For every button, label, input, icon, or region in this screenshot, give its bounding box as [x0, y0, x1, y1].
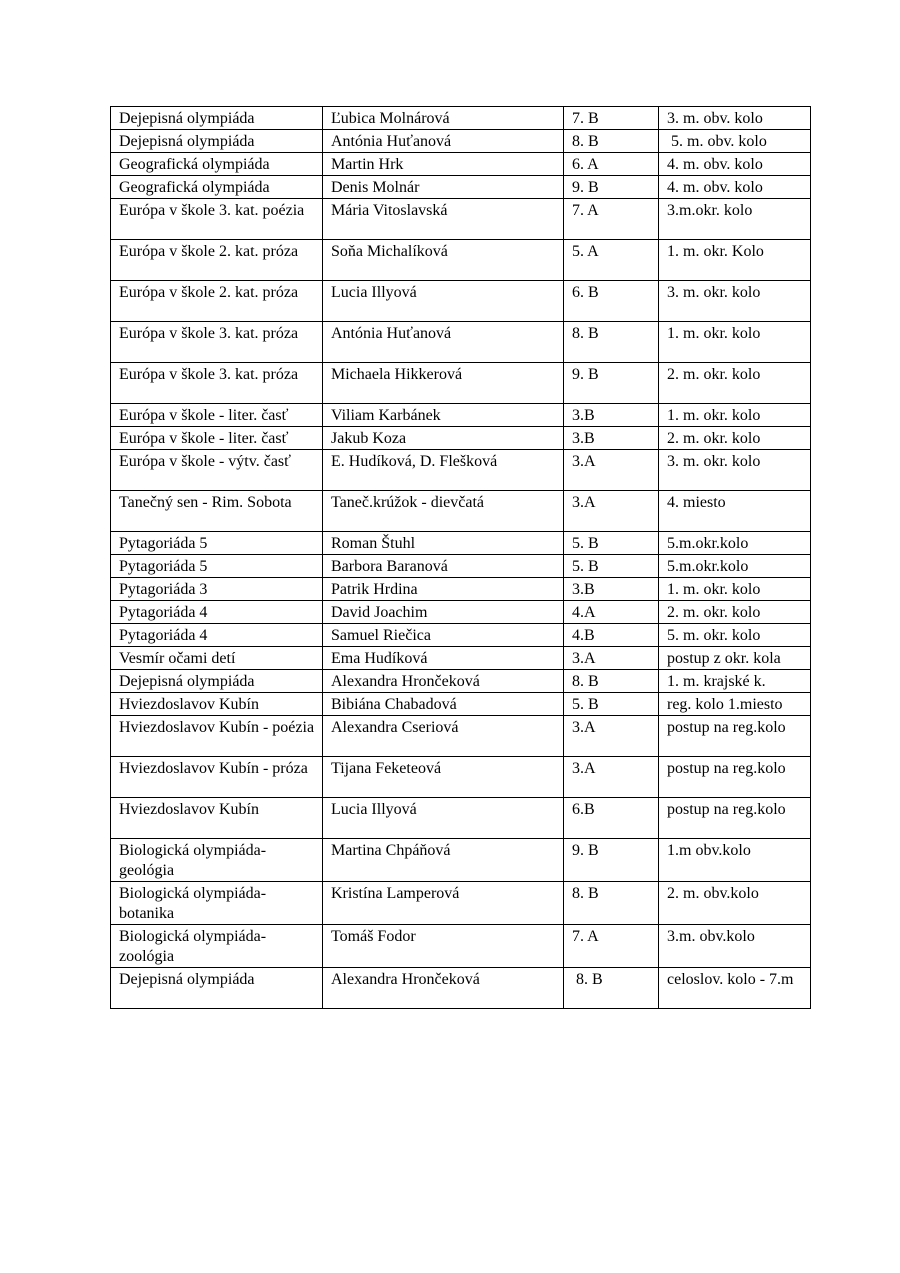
competition-cell: Hviezdoslavov Kubín - próza — [111, 757, 323, 798]
class-cell: 4.B — [564, 624, 659, 647]
table-row — [111, 281, 811, 322]
class-cell: 3.A — [564, 491, 659, 532]
competition-cell: Tanečný sen - Rim. Sobota — [111, 491, 323, 532]
result-cell: 3. m. okr. kolo — [659, 281, 811, 322]
result-cell: postup z okr. kola — [659, 647, 811, 670]
student-cell: Taneč.krúžok - dievčatá — [323, 491, 564, 532]
result-cell: celoslov. kolo - 7.m — [659, 968, 811, 1009]
student-cell: Michaela Hikkerová — [323, 363, 564, 404]
student-cell: Alexandra Hrončeková — [323, 968, 564, 1009]
table-row — [111, 322, 811, 363]
competition-cell: Dejepisná olympiáda — [111, 130, 323, 153]
result-cell: 2. m. okr. kolo — [659, 363, 811, 404]
competition-cell: Hviezdoslavov Kubín — [111, 693, 323, 716]
competition-cell: Biologická olympiáda-geológia — [111, 839, 323, 882]
student-cell: Tijana Feketeová — [323, 757, 564, 798]
competition-cell: Európa v škole 3. kat. próza — [111, 363, 323, 404]
result-cell: 1. m. okr. Kolo — [659, 240, 811, 281]
competition-cell: Európa v škole 2. kat. próza — [111, 281, 323, 322]
table-row — [111, 757, 811, 798]
table-row — [111, 240, 811, 281]
result-cell: 1. m. okr. kolo — [659, 578, 811, 601]
student-cell: E. Hudíková, D. Flešková — [323, 450, 564, 491]
student-cell: Tomáš Fodor — [323, 925, 564, 968]
student-cell: Lucia Illyová — [323, 281, 564, 322]
student-cell: Alexandra Hrončeková — [323, 670, 564, 693]
student-cell: Soňa Michalíková — [323, 240, 564, 281]
competition-cell: Pytagoriáda 4 — [111, 624, 323, 647]
table-row — [111, 647, 811, 670]
class-cell: 8. B — [564, 882, 659, 925]
class-cell: 9. B — [564, 363, 659, 404]
result-cell: 3.m.okr. kolo — [659, 199, 811, 240]
student-cell: Alexandra Cseriová — [323, 716, 564, 757]
class-cell: 3.A — [564, 716, 659, 757]
result-cell: 1. m. krajské k. — [659, 670, 811, 693]
competition-cell: Európa v škole 3. kat. poézia — [111, 199, 323, 240]
student-cell: Martin Hrk — [323, 153, 564, 176]
class-cell: 6. A — [564, 153, 659, 176]
result-cell: 1. m. okr. kolo — [659, 404, 811, 427]
class-cell: 8. B — [564, 968, 659, 1009]
result-cell: reg. kolo 1.miesto — [659, 693, 811, 716]
table-row — [111, 153, 811, 176]
student-cell: Ema Hudíková — [323, 647, 564, 670]
competition-cell: Európa v škole 2. kat. próza — [111, 240, 323, 281]
table-row — [111, 176, 811, 199]
table-row — [111, 670, 811, 693]
class-cell: 3.A — [564, 757, 659, 798]
result-cell: postup na reg.kolo — [659, 798, 811, 839]
student-cell: Denis Molnár — [323, 176, 564, 199]
student-cell: Antónia Huťanová — [323, 322, 564, 363]
class-cell: 8. B — [564, 130, 659, 153]
result-cell: 5. m. okr. kolo — [659, 624, 811, 647]
class-cell: 3.A — [564, 647, 659, 670]
table-row — [111, 624, 811, 647]
result-cell: 3.m. obv.kolo — [659, 925, 811, 968]
table-row — [111, 450, 811, 491]
class-cell: 9. B — [564, 839, 659, 882]
competition-cell: Biologická olympiáda-botanika — [111, 882, 323, 925]
class-cell: 6.B — [564, 798, 659, 839]
competition-cell: Dejepisná olympiáda — [111, 968, 323, 1009]
competition-cell: Pytagoriáda 3 — [111, 578, 323, 601]
student-cell: David Joachim — [323, 601, 564, 624]
table-row — [111, 107, 811, 130]
class-cell: 5. B — [564, 555, 659, 578]
student-cell: Samuel Riečica — [323, 624, 564, 647]
class-cell: 7. B — [564, 107, 659, 130]
result-cell: 5.m.okr.kolo — [659, 555, 811, 578]
student-cell: Kristína Lamperová — [323, 882, 564, 925]
competition-cell: Geografická olympiáda — [111, 153, 323, 176]
result-cell: 4. miesto — [659, 491, 811, 532]
result-cell: 2. m. obv.kolo — [659, 882, 811, 925]
competition-cell: Dejepisná olympiáda — [111, 107, 323, 130]
competition-cell: Európa v škole - liter. časť — [111, 404, 323, 427]
class-cell: 8. B — [564, 670, 659, 693]
table-row — [111, 968, 811, 1009]
competition-cell: Pytagoriáda 5 — [111, 555, 323, 578]
competition-cell: Európa v škole 3. kat. próza — [111, 322, 323, 363]
class-cell: 4.A — [564, 601, 659, 624]
result-cell: 2. m. okr. kolo — [659, 427, 811, 450]
table-row — [111, 693, 811, 716]
competition-cell: Pytagoriáda 4 — [111, 601, 323, 624]
table-row — [111, 798, 811, 839]
results-table-body — [111, 107, 811, 1009]
student-cell: Roman Štuhl — [323, 532, 564, 555]
result-cell: 1. m. okr. kolo — [659, 322, 811, 363]
table-row — [111, 404, 811, 427]
table-row — [111, 839, 811, 882]
result-cell: 2. m. okr. kolo — [659, 601, 811, 624]
class-cell: 6. B — [564, 281, 659, 322]
table-row — [111, 199, 811, 240]
competition-cell: Geografická olympiáda — [111, 176, 323, 199]
class-cell: 8. B — [564, 322, 659, 363]
results-table — [110, 106, 811, 1009]
table-row — [111, 578, 811, 601]
table-row — [111, 491, 811, 532]
competition-cell: Európa v škole - liter. časť — [111, 427, 323, 450]
competition-cell: Pytagoriáda 5 — [111, 532, 323, 555]
table-row — [111, 925, 811, 968]
table-row — [111, 882, 811, 925]
competition-cell: Európa v škole - výtv. časť — [111, 450, 323, 491]
competition-cell: Biologická olympiáda-zoológia — [111, 925, 323, 968]
class-cell: 5. A — [564, 240, 659, 281]
class-cell: 5. B — [564, 693, 659, 716]
student-cell: Barbora Baranová — [323, 555, 564, 578]
result-cell: 4. m. obv. kolo — [659, 176, 811, 199]
table-row — [111, 555, 811, 578]
table-row — [111, 130, 811, 153]
table-row — [111, 601, 811, 624]
result-cell: 1.m obv.kolo — [659, 839, 811, 882]
class-cell: 5. B — [564, 532, 659, 555]
student-cell: Antónia Huťanová — [323, 130, 564, 153]
table-row — [111, 532, 811, 555]
student-cell: Bibiána Chabadová — [323, 693, 564, 716]
competition-cell: Hviezdoslavov Kubín - poézia — [111, 716, 323, 757]
competition-cell: Hviezdoslavov Kubín — [111, 798, 323, 839]
class-cell: 7. A — [564, 925, 659, 968]
student-cell: Martina Chpáňová — [323, 839, 564, 882]
competition-cell: Vesmír očami detí — [111, 647, 323, 670]
class-cell: 3.A — [564, 450, 659, 491]
class-cell: 9. B — [564, 176, 659, 199]
competition-cell: Dejepisná olympiáda — [111, 670, 323, 693]
student-cell: Viliam Karbánek — [323, 404, 564, 427]
student-cell: Lucia Illyová — [323, 798, 564, 839]
student-cell: Jakub Koza — [323, 427, 564, 450]
class-cell: 7. A — [564, 199, 659, 240]
table-row — [111, 363, 811, 404]
result-cell: postup na reg.kolo — [659, 716, 811, 757]
result-cell: 3. m. okr. kolo — [659, 450, 811, 491]
result-cell: 5. m. obv. kolo — [659, 130, 811, 153]
student-cell: Ľubica Molnárová — [323, 107, 564, 130]
result-cell: 3. m. obv. kolo — [659, 107, 811, 130]
result-cell: 4. m. obv. kolo — [659, 153, 811, 176]
student-cell: Mária Vitoslavská — [323, 199, 564, 240]
student-cell: Patrik Hrdina — [323, 578, 564, 601]
table-row — [111, 427, 811, 450]
result-cell: 5.m.okr.kolo — [659, 532, 811, 555]
class-cell: 3.B — [564, 427, 659, 450]
class-cell: 3.B — [564, 404, 659, 427]
class-cell: 3.B — [564, 578, 659, 601]
result-cell: postup na reg.kolo — [659, 757, 811, 798]
table-row — [111, 716, 811, 757]
